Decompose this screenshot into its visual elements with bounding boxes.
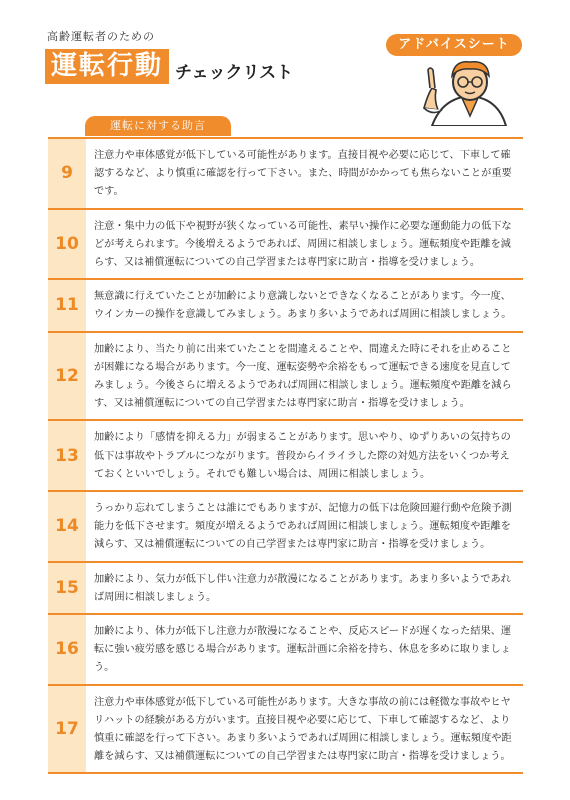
- advice-sheet-badge: アドバイスシート: [386, 34, 522, 56]
- advice-text: 注意力や車体感覚が低下している可能性があります。直接目視や必要に応じて、下車して確認するなど、より慎重に確認を行って下さい。また、時間がかかっても焦らないことが重要です。: [94, 150, 512, 198]
- advice-row: [48, 563, 523, 615]
- advice-number: 9: [48, 139, 86, 208]
- advice-number: 15: [48, 563, 86, 613]
- advisor-illustration-icon: [402, 58, 522, 126]
- advice-row: [48, 333, 523, 422]
- advice-number: 10: [48, 210, 86, 279]
- advice-text: 加齢により、気力が低下し伴い注意力が散漫になることがあります。あまり多いようであれば周囲に相談しましょう。: [94, 573, 511, 603]
- advice-number: 13: [48, 421, 86, 490]
- advice-text: 加齢により、当たり前に出来ていたことを間違えることや、間違えた時にそれを止めることが困難になる場合があります。今一度、運転姿勢や余裕をもって運転できる速度を見直してみましょう。今後さらに増えるようであれば周囲に相談しましょう。運転頻度や距離を減らす、又は補償運転についての自己学習または専門家に助言・指導を受けましょう。: [94, 343, 512, 410]
- advice-text: 加齢により、体力が低下し注意力が散漫になることや、反応スピードが遅くなった結果、運転に強い疲労感を感じる場合があります。運転計画に余裕を持ち、休息を多めに取りましょう。: [94, 626, 512, 674]
- advice-number: 17: [48, 686, 86, 773]
- page-title: 運転行動: [45, 49, 169, 84]
- advice-text: 無意識に行えていたことが加齢により意識しないとできなくなることがあります。今一度、ウインカーの操作を意識してみましょう。あまり多いようであれば周囲に相談しましょう。: [94, 291, 512, 321]
- advice-list: [48, 137, 523, 774]
- advice-row: [48, 210, 523, 281]
- advice-text: 注意力や車体感覚が低下している可能性があります。大きな事故の前には軽微な事故やヒヤリハットの経験がある方がいます。直接目視や必要に応じて、下車して確認するなど、より慎重に確認を行って下さい。あまり多いようであれば周囲に相談しましょう。運転頻度や距離を減らす、又は補償運転についての自己学習または専門家に助言・指導を受けましょう。: [94, 696, 512, 763]
- advice-row: [48, 139, 523, 210]
- advice-number: 16: [48, 615, 86, 684]
- advice-text: 注意・集中力の低下や視野が狭くなっている可能性、素早い操作に必要な運動能力の低下などが考えられます。今後増えるようであれば、周囲に相談しましょう。運転頻度や距離を減らす、又は補償運転についての自己学習または専門家に助言・指導を受けましょう。: [94, 220, 512, 269]
- advice-row: [48, 280, 523, 332]
- section-label-tab: 運転に対する助言: [85, 116, 231, 136]
- page-header: [0, 0, 570, 110]
- advice-text: 加齢により「感情を抑える力」が弱まることがあります。思いやり、ゆずりあいの気持ちの低下は事故やトラブルにつながります。普段からイライラした際の対処方法をいくつか考えておくといいでしょう。それでも難しい場合は、周囲に相談しましょう。: [94, 432, 511, 480]
- advice-number: 11: [48, 280, 86, 330]
- advice-row: [48, 615, 523, 686]
- advice-number: 12: [48, 333, 86, 420]
- advice-number: 14: [48, 492, 86, 561]
- advice-row: [48, 421, 523, 492]
- advice-row: [48, 492, 523, 563]
- header-subtitle: 高齢運転者のための: [47, 30, 155, 43]
- advice-row: [48, 686, 523, 775]
- advice-text: うっかり忘れてしまうことは誰にでもありますが、記憶力の低下は危険回避行動や危険予測能力を低下させます。頻度が増えるようであれば周囲に相談しましょう。運転頻度や距離を減らす、又は補償運転についての自己学習または専門家に助言・指導を受けましょう。: [94, 503, 512, 551]
- page-title-suffix: チェックリスト: [175, 63, 294, 83]
